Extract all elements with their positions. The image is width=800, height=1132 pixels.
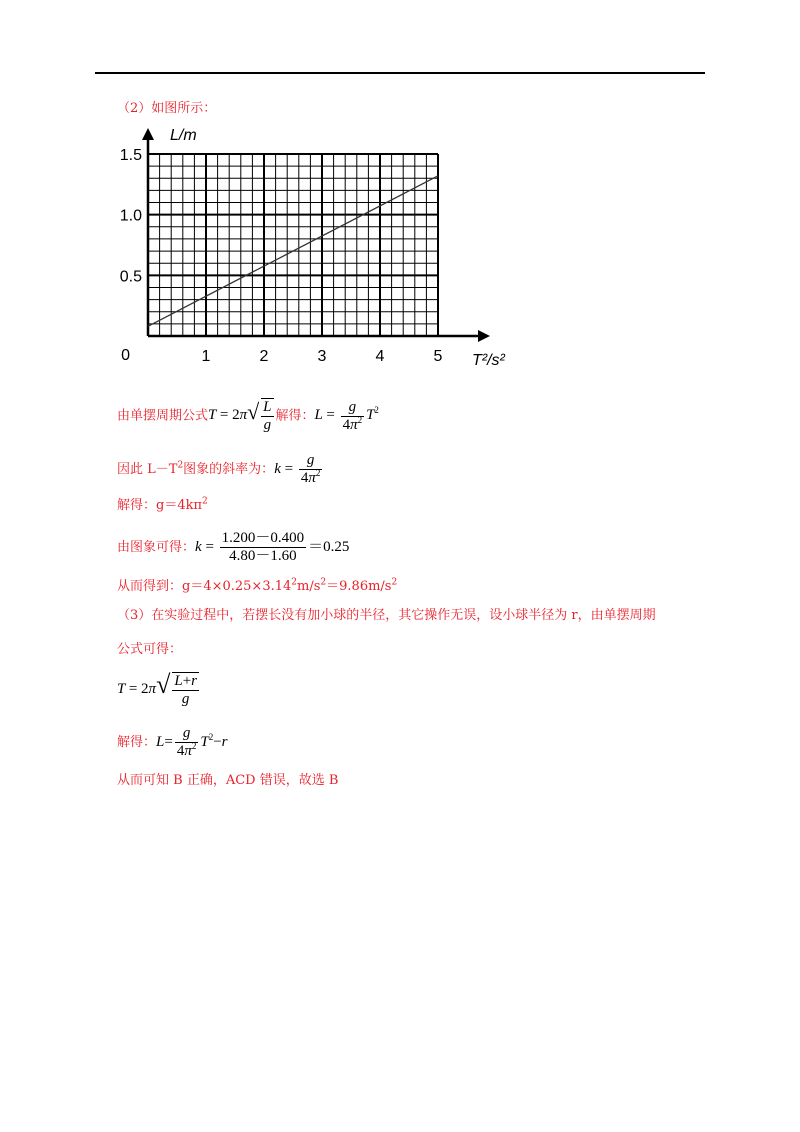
y-tick-label: 1.5 bbox=[119, 147, 142, 164]
slope-result: ＝0.25 bbox=[308, 538, 350, 555]
x-tick-label: 1 bbox=[201, 348, 211, 365]
l-t2-graph bbox=[112, 123, 512, 373]
g-calc-a: 从而得到：g＝4×0.25×3.14 bbox=[117, 579, 292, 594]
conclusion: 从而可知 B 正确，ACD 错误，故选 B bbox=[117, 773, 339, 788]
part2-heading: （2）如图所示： bbox=[117, 101, 217, 116]
x-tick-label: 2 bbox=[259, 348, 269, 365]
g-calc-sup2: 2 bbox=[320, 577, 327, 588]
slope-denominator: 4.80－1.60 bbox=[229, 548, 297, 564]
slope-formula: k = $\frac{g}{4\pi^2}$ bbox=[274, 452, 321, 486]
formula2-prefix-b: 图象的斜率为： bbox=[183, 461, 275, 477]
formula-line-3 bbox=[117, 497, 208, 515]
formula7-prefix: 解得： bbox=[117, 734, 157, 750]
y-tick-label: 1.0 bbox=[119, 207, 142, 225]
formula-line-2 bbox=[117, 452, 324, 487]
x-axis-label: T²/s² bbox=[472, 352, 505, 369]
modified-length-formula: L= $\frac{g}{4\pi^2}$ $T^2-r$ bbox=[156, 725, 228, 759]
g-calc-c: ＝9.86m/s bbox=[326, 579, 392, 594]
g-calc-sup3: 2 bbox=[391, 577, 398, 588]
part3-line-2: 公式可得： bbox=[117, 642, 183, 657]
formula4-prefix: 由图象可得： bbox=[117, 539, 196, 555]
x-tick-label: 3 bbox=[317, 348, 327, 365]
pendulum-period-formula: T = 2π√ $\frac{L}{g}$ bbox=[208, 399, 272, 433]
formula-line-5 bbox=[117, 578, 397, 596]
x-axis-arrow bbox=[478, 330, 490, 342]
slope-calculation: k = $\frac{1.200-0.400}{4.80-1.60}$ ＝0.25 bbox=[195, 530, 350, 564]
modified-period-formula: T = 2π√ $\frac{L+r}{g}$ bbox=[117, 670, 197, 707]
formula-line-4 bbox=[117, 530, 349, 565]
x-tick-label: 4 bbox=[375, 348, 385, 365]
header-rule bbox=[95, 72, 705, 74]
x-tick-label: 5 bbox=[433, 348, 443, 365]
formula2-prefix-a: 因此 L－T bbox=[117, 461, 178, 477]
y-axis-arrow bbox=[142, 128, 154, 140]
y-tick-label: 0.5 bbox=[119, 268, 142, 286]
formula-line-7 bbox=[117, 725, 228, 760]
formula3-sup: 2 bbox=[202, 496, 208, 507]
graph-grid bbox=[148, 154, 438, 336]
formula1-middle: 解得： bbox=[275, 408, 315, 424]
formula2-prefix-sup: 2 bbox=[177, 460, 184, 471]
graph-tick-labels bbox=[120, 147, 443, 365]
slope-numerator: 1.200－0.400 bbox=[221, 530, 305, 546]
y-tick-label: 0 bbox=[121, 347, 130, 364]
g-calc-sup1: 2 bbox=[291, 577, 298, 588]
y-axis-label: L/m bbox=[170, 127, 197, 144]
formula-line-6 bbox=[117, 672, 201, 708]
length-formula: L = $\frac{g}{4\pi^2}$ $T^2$ bbox=[314, 398, 379, 433]
part3-line-1: （3）在实验过程中，若摆长没有加小球的半径，其它操作无误，设小球半径为 r，由单摆周期 bbox=[117, 608, 656, 623]
formula-line-1 bbox=[117, 398, 379, 434]
formula1-prefix: 由单摆周期公式 bbox=[117, 408, 209, 424]
g-calc-b: m/s bbox=[297, 579, 321, 594]
formula3-text: 解得：g＝4kπ bbox=[117, 498, 203, 513]
